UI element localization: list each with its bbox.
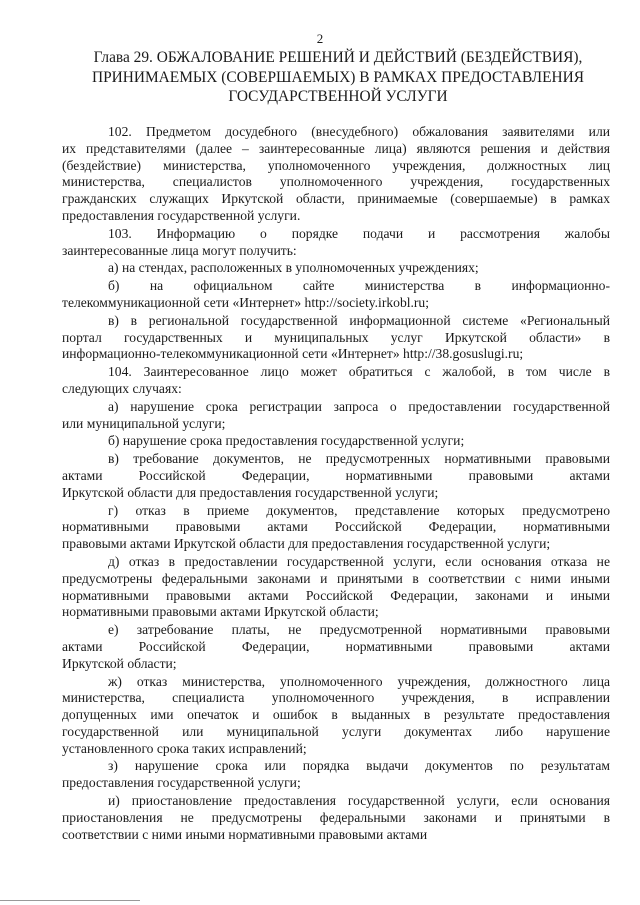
paragraph-line: нормативными правовыми актами Иркутской области; [62, 604, 379, 620]
paragraph-line: актами Российской Федерации, нормативными правовыми актами [62, 638, 610, 654]
paragraph-line: 102. Предметом досудебного (внесудебного) обжалования заявителями или [108, 124, 610, 139]
paragraph-line: е) затребование платы, не предусмотренной нормативными правовыми [108, 622, 610, 638]
paragraph-line: а) на стендах, расположенных в уполномоченных учреждениях; [108, 260, 479, 276]
paragraph-line: правовыми актами Иркутской области для предоставления государственной услуги; [62, 536, 551, 552]
footer-rule [0, 900, 140, 901]
paragraph [62, 313, 610, 363]
paragraph [62, 554, 610, 621]
paragraph-line: соответствии с ними иными нормативными правовыми актами [62, 826, 428, 842]
paragraph-line: Иркутской области; [62, 655, 177, 671]
paragraph-line: а) нарушение срока регистрации запроса о предоставлении государственной [108, 398, 610, 414]
paragraph-line: (бездействие) министерства, уполномоченного учреждения, должностных лиц [62, 157, 610, 173]
paragraph-line: государственной или муниципальной услуги документах либо нарушение [62, 723, 610, 739]
paragraph-line: Иркутской области для предоставления государственной услуги; [62, 484, 439, 500]
paragraph-line: г) отказ в приеме документов, представление которых предусмотрено [108, 502, 610, 518]
paragraph-line: их представителями (далее – заинтересованные лица) являются решения и действия [62, 140, 610, 156]
paragraph [62, 622, 610, 672]
paragraph [62, 674, 610, 758]
paragraph-line: б) нарушение срока предоставления государственной услуги; [108, 433, 465, 449]
paragraph-line: и) приостановление предоставления государственной услуги, если основания [108, 793, 610, 809]
paragraph-line: актами Российской Федерации, нормативными правовыми актами [62, 467, 610, 483]
paragraph [62, 433, 610, 450]
paragraph-line: 104. Заинтересованное лицо может обратиться с жалобой, в том числе в [108, 364, 610, 380]
paragraph-line: министерства, специалистов уполномоченного учреждения, государственных [62, 174, 610, 190]
paragraph-line: установленного срока таких исправлений; [62, 740, 307, 756]
paragraph-line: з) нарушение срока или порядка выдачи документов по результатам [108, 758, 610, 774]
paragraph-line: портал государственных и муниципальных услуг Иркутской области» в [62, 329, 610, 345]
paragraph [62, 364, 610, 398]
paragraph-line: заинтересованные лица могут получить: [62, 242, 297, 258]
page-number: 2 [316, 31, 324, 46]
document-body [62, 124, 610, 844]
paragraph-line: предусмотрены федеральными законами и принятыми в соответствии с ними иными [62, 570, 610, 586]
paragraph-line: информационно-телекоммуникационной сети «Интернет» http://38.gosuslugi.ru; [62, 346, 524, 362]
paragraph [62, 451, 610, 501]
paragraph [62, 226, 610, 260]
paragraph-line: допущенных ими опечаток и ошибок в выданных в результате предоставления [62, 707, 610, 723]
paragraph-line: гражданских служащих Иркутской области, принимаемые (совершаемые) в рамках [62, 191, 610, 207]
paragraph-line: д) отказ в предоставлении государственной услуги, если основания отказа не [108, 553, 610, 569]
paragraph [62, 399, 610, 433]
chapter-title-line: Глава 29. ОБЖАЛОВАНИЕ РЕШЕНИЙ И ДЕЙСТВИЙ (БЕЗДЕЙСТВИЯ), [93, 49, 583, 66]
paragraph-line: ж) отказ министерства, уполномоченного учреждения, должностного лица [108, 673, 610, 689]
chapter-title [66, 48, 610, 107]
paragraph-line: в) в региональной государственной информационной системе «Региональный [108, 312, 610, 328]
paragraph-line: предоставления государственной услуги. [62, 207, 301, 223]
paragraph [62, 758, 610, 792]
paragraph [62, 793, 610, 843]
chapter-title-line: ГОСУДАРСТВЕННОЙ УСЛУГИ [228, 88, 448, 105]
paragraph-line: телекоммуникационной сети «Интернет» http://society.irkobl.ru; [62, 294, 430, 310]
paragraph-line: или муниципальной услуги; [62, 415, 226, 431]
paragraph-line: б) на официальном сайте министерства в информационно- [108, 278, 610, 294]
paragraph-line: следующих случаях: [62, 380, 182, 396]
paragraph-line: предоставления государственной услуги; [62, 775, 301, 791]
paragraph [62, 503, 610, 553]
paragraph-line: нормативными правовыми актами Российской Федерации, законами и иными [62, 587, 610, 603]
paragraph-line: приостановления не предусмотрены федеральными законами и принятыми в [62, 809, 610, 825]
paragraph-line: 103. Информацию о порядке подачи и рассмотрения жалобы [108, 225, 610, 241]
paragraph-line: нормативными правовыми актами Российской Федерации, нормативными [62, 519, 610, 535]
chapter-title-line: ПРИНИМАЕМЫХ (СОВЕРШАЕМЫХ) В РАМКАХ ПРЕДОСТАВЛЕНИЯ [91, 68, 584, 86]
paragraph-line: министерства, специалиста уполномоченного учреждения, в исправлении [62, 690, 610, 706]
paragraph-line: в) требование документов, не предусмотренных нормативными правовыми [108, 451, 610, 467]
paragraph [62, 124, 610, 225]
paragraph [62, 260, 610, 277]
paragraph [62, 278, 610, 312]
